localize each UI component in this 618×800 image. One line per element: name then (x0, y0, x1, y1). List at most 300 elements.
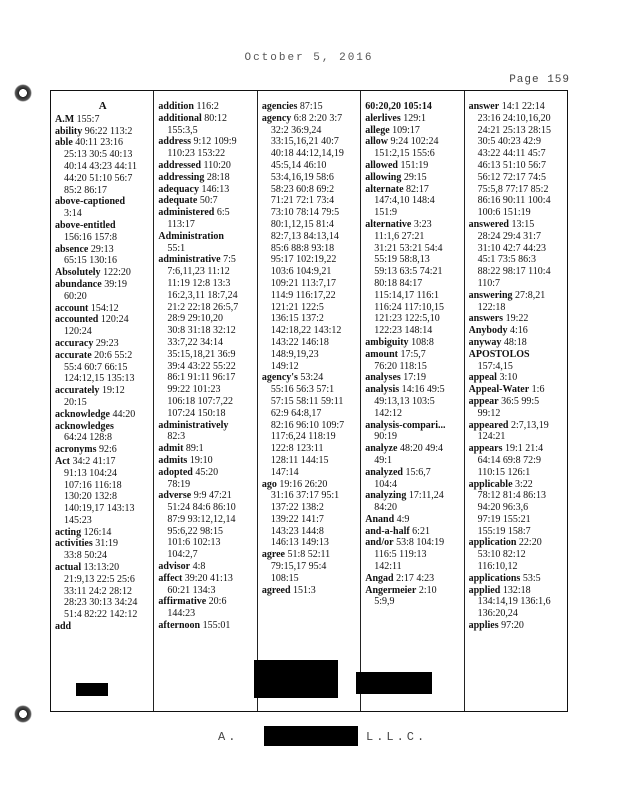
index-entry-references: 11:1,6 27:21 (374, 230, 425, 242)
index-entry (55, 267, 150, 279)
index-entry-headword: A.M 155:7 (55, 113, 100, 125)
index-entry-headword: appeal 3:10 (468, 372, 518, 384)
index-entry (158, 420, 253, 444)
redaction-bar-footer (264, 726, 358, 746)
index-entry-references: 60:21 134:3 (167, 584, 216, 596)
index-entry-headword: adequacy 146:13 (158, 183, 230, 195)
index-entry-headword: accuracy 29:23 (55, 337, 119, 349)
index-entry-references: 78:19 (167, 478, 191, 490)
index-entry-headword: application 22:20 (468, 537, 542, 549)
index-entry-references: 62:9 64:8,17 (270, 407, 322, 419)
index-column (51, 91, 153, 711)
index-entry-headword: agency 6:8 2:20 3:7 (261, 112, 343, 124)
index-column (360, 91, 463, 711)
index-entry (55, 444, 150, 456)
index-entry-references: 94:20 96:3,6 (477, 502, 529, 514)
index-entry-headword: acknowledges (55, 420, 114, 432)
index-entry-headword: add (55, 621, 72, 633)
index-entry (365, 219, 460, 337)
index-entry-headword: acronyms 92:6 (55, 444, 117, 456)
index-entry-references: 21:9,13 22:5 25:6 (64, 573, 135, 585)
index-entry-references: 82:16 96:10 109:7 (270, 419, 345, 431)
index-entry-references: 78:12 81:4 86:13 (477, 490, 546, 502)
index-entry-headword: analysis 14:16 49:5 (365, 384, 445, 396)
index-entry-references: 113:17 (167, 218, 195, 230)
index-entry-headword: acting 126:14 (55, 526, 112, 538)
index-entry-references: 28:23 30:13 34:24 (64, 597, 138, 609)
index-entry (55, 562, 150, 621)
index-entry-references: 144:23 (167, 608, 196, 620)
index-entry-headword: affect 39:20 41:13 (158, 572, 233, 584)
index-entry (158, 184, 253, 196)
index-entry-references: 28:9 29:10,20 (167, 313, 223, 325)
index-entry (262, 113, 357, 373)
index-entry-headword: able 40:11 23:16 (55, 137, 123, 149)
index-entry (158, 443, 253, 455)
index-entry-references: 33:11 24:2 28:12 (64, 585, 132, 597)
index-entry (158, 113, 253, 137)
index-entry (262, 549, 357, 584)
index-entry-references: 28:24 29:4 31:7 (477, 230, 541, 242)
index-entry-headword: appear 36:5 99:5 (468, 395, 540, 407)
index-entry-headword: analyzing 17:11,24 (365, 490, 444, 502)
index-entry-references: 110:23 153:22 (167, 148, 226, 160)
index-entry-references: 106:18 107:7,22 (167, 395, 233, 407)
index-entry (365, 467, 460, 491)
index-entry-headword: addressed 110:20 (158, 159, 231, 171)
index-frame (50, 90, 568, 712)
index-entry (469, 349, 564, 373)
index-entry (365, 420, 460, 444)
index-entry-references: 116:24 117:10,15 (374, 301, 445, 313)
index-entry-references: 24:21 25:13 28:15 (477, 124, 551, 136)
index-entry-references: 51:24 84:6 86:10 (167, 502, 236, 514)
index-entry (55, 338, 150, 350)
index-entry (469, 325, 564, 337)
index-entry (55, 126, 150, 138)
index-entry (365, 136, 460, 160)
index-entry-references: 82:3 (167, 431, 186, 443)
index-entry-references: 121:23 122:5,10 (374, 313, 440, 325)
index-entry-references: 124:12,15 135:13 (64, 373, 135, 385)
index-entry-references: 142:11 (374, 561, 402, 573)
index-entry-references: 136:15 137:2 (270, 313, 324, 325)
index-entry-references: 86:1 91:11 96:17 (167, 372, 236, 384)
index-entry-references: 65:15 130:16 (64, 255, 118, 267)
index-entry-headword: Appeal-Water 1:6 (468, 384, 545, 396)
index-entry-references: 155:3,5 (167, 124, 198, 136)
index-entry-references: 115:14,17 116:1 (374, 289, 440, 301)
index-entry-headword: administered 6:5 (158, 207, 230, 219)
index-entry (158, 207, 253, 231)
index-entry-references: 58:23 60:8 69:2 (270, 183, 335, 195)
index-entry-headword: adopted 45:20 (158, 466, 219, 478)
index-entry (469, 537, 564, 572)
index-entry (158, 455, 253, 467)
index-entry-references: 57:15 58:11 59:11 (270, 395, 344, 407)
index-entry-headword: agree 51:8 52:11 (261, 549, 331, 561)
index-entry-references: 80:1,12,15 81:4 (270, 218, 334, 230)
index-entry-references: 142:18,22 143:12 (270, 325, 342, 337)
index-entry-headword: Angad 2:17 4:23 (365, 572, 435, 584)
index-entry (365, 573, 460, 585)
index-entry-references: 104:4 (374, 478, 397, 490)
index-entry (365, 443, 460, 467)
index-column (153, 91, 256, 711)
index-entry-references: 143:23 144:8 (270, 525, 324, 537)
index-entry-references: 46:13 51:10 56:7 (477, 159, 546, 171)
index-entry (469, 337, 564, 349)
index-entry-references: 149:12 (270, 360, 299, 372)
index-entry-references: 104:2,7 (167, 549, 198, 561)
index-entry-references: 108:15 (270, 572, 299, 584)
index-entry-references: 117:6,24 118:19 (270, 431, 336, 443)
index-entry-headword: applications 53:5 (468, 572, 541, 584)
index-entry (55, 137, 150, 196)
index-entry (55, 385, 150, 409)
index-entry (55, 279, 150, 303)
index-entry-references: 30:8 31:18 32:12 (167, 325, 236, 337)
index-entry-references: 71:21 72:1 73:4 (270, 195, 335, 207)
index-entry-references: 91:13 104:24 (64, 467, 118, 479)
index-entry (55, 621, 150, 633)
index-entry-references: 55:16 56:3 57:1 (270, 384, 335, 396)
index-entry-headword: allow 9:24 102:24 (365, 136, 439, 148)
index-entry (158, 195, 253, 207)
index-entry (469, 384, 564, 396)
index-entry (469, 219, 564, 290)
index-entry (55, 314, 150, 338)
index-entry-references: 79:15,17 95:4 (270, 561, 327, 573)
index-entry-headword: 60:20,20 105:14 (365, 101, 432, 112)
redaction-bar-column-three (254, 660, 338, 698)
index-entry-headword: alerlives 129:1 (365, 112, 427, 124)
index-entry-headword: admit 89:1 (158, 443, 204, 455)
index-entry-headword: appeared 2:7,13,19 (468, 419, 549, 431)
index-entry-references: 23:16 24:10,16,20 (477, 112, 551, 124)
index-entry-references: 45:5,14 46:10 (270, 159, 327, 171)
index-entry-references: 64:24 128:8 (64, 432, 113, 444)
index-entry-references: 40:18 44:12,14,19 (270, 148, 344, 160)
index-entry (365, 349, 460, 373)
index-entry-references: 155:19 158:7 (477, 525, 531, 537)
index-entry-references: 44:20 51:10 56:7 (64, 172, 133, 184)
index-entry-headword: applicable 3:22 (468, 478, 533, 490)
index-entry-references: 107:16 116:18 (64, 479, 122, 491)
index-entry-headword: administrative 7:5 (158, 254, 236, 266)
index-entry-references: 73:10 78:14 79:5 (270, 207, 340, 219)
index-entry (158, 101, 253, 113)
index-entry-headword: anyway 48:18 (468, 336, 527, 348)
index-entry-references: 145:23 (64, 514, 92, 526)
index-entry-headword: acknowledge 44:20 (55, 408, 136, 420)
index-entry-references: 116:5 119:13 (374, 549, 427, 561)
index-entry-references: 157:4,15 (477, 360, 513, 372)
index-entry-references: 116:10,12 (477, 561, 518, 573)
index-entry-references: 35:15,18,21 36:9 (167, 348, 236, 360)
page-number: Page 159 (509, 74, 570, 86)
index-entry-headword: affirmative 20:6 (158, 596, 227, 608)
index-entry (158, 254, 253, 419)
index-entry-headword: alternate 82:17 (365, 183, 429, 195)
index-entry-references: 32:2 36:9,24 (270, 124, 322, 136)
index-entry-references: 31:21 53:21 54:4 (374, 242, 443, 254)
index-entry-references: 122:18 (477, 301, 506, 313)
index-entry-references: 121:21 122:5 (270, 301, 324, 313)
index-entry (365, 337, 460, 349)
index-entry-references: 97:19 155:21 (477, 513, 531, 525)
redaction-bar-column-four (356, 672, 432, 694)
index-entry-references: 33:7,22 34:14 (167, 336, 223, 348)
index-entry (365, 184, 460, 219)
index-entry (262, 585, 357, 597)
index-entry (469, 372, 564, 384)
index-entry-references: 156:16 157:8 (64, 231, 118, 243)
section-letter: A (98, 100, 107, 112)
index-entry-headword: Angermeier 2:10 (365, 584, 437, 596)
index-entry (55, 220, 150, 244)
index-entry-references: 7:6,11,23 11:12 (167, 266, 230, 278)
index-entry-references: 49:13,13 103:5 (374, 395, 435, 407)
index-entry-references: 147:14 (270, 466, 299, 478)
index-entry (55, 114, 150, 126)
index-entry (158, 160, 253, 172)
index-entry-references: 90:19 (374, 431, 397, 443)
index-entry (158, 620, 253, 632)
index-entry-references: 86:16 90:11 100:4 (477, 195, 551, 207)
index-entry (55, 421, 150, 445)
index-entry (365, 514, 460, 526)
index-entry-references: 130:20 132:8 (64, 491, 118, 503)
index-entry-headword: account 154:12 (55, 302, 119, 314)
index-entry-references: 60:20 (64, 290, 87, 302)
index-entry-references: 53:10 82:12 (477, 549, 526, 561)
index-entry-references: 148:9,19,23 (270, 348, 319, 360)
index-entry-references: 16:2,3,11 18:7,24 (167, 289, 238, 301)
index-entry (469, 290, 564, 314)
index-entry-headword: and/or 53:8 104:19 (365, 537, 445, 549)
index-entry-references: 11:19 12:8 13:3 (167, 277, 231, 289)
index-entry-headword: administratively (158, 419, 229, 431)
index-entry-headword: analyses 17:19 (365, 372, 427, 384)
index-entry-references: 85:6 88:8 93:18 (270, 242, 335, 254)
index-entry (55, 538, 150, 562)
index-entry-headword: admits 19:10 (158, 454, 213, 466)
index-entry-references: 146:13 149:13 (270, 537, 329, 549)
index-entry-headword: addition 116:2 (158, 101, 219, 112)
index-entry (158, 467, 253, 491)
index-entry (365, 172, 460, 184)
index-entry-references: 114:9 116:17,22 (270, 289, 336, 301)
index-entry-references: 99:12 (477, 407, 501, 419)
index-entry-headword: agency's 53:24 (261, 372, 324, 384)
index-entry (469, 420, 564, 444)
index-entry-headword: ability 96:22 113:2 (55, 125, 133, 137)
index-entry (365, 384, 460, 419)
index-entry-references: 110:7 (477, 277, 501, 289)
index-entry-headword: amount 17:5,7 (365, 348, 426, 360)
index-entry-references: 85:2 86:17 (64, 184, 108, 196)
index-entry (469, 101, 564, 219)
index-entry-headword: APOSTOLOS (468, 348, 530, 360)
index-entry-references: 31:10 42:7 44:23 (477, 242, 546, 254)
index-entry-references: 55:1 (167, 242, 186, 254)
index-entry (55, 303, 150, 315)
index-entry-headword: agreed 151:3 (261, 584, 316, 596)
index-entry-headword: additional 80:12 (158, 112, 228, 124)
index-entry (469, 479, 564, 538)
index-entry (158, 573, 253, 597)
index-entry-references: 55:19 58:8,13 (374, 254, 430, 266)
index-entry-references: 100:6 151:19 (477, 207, 531, 219)
index-entry-references: 120:24 (64, 326, 92, 338)
index-entry-references: 31:16 37:17 95:1 (270, 490, 340, 502)
index-entry-references: 110:15 126:1 (477, 466, 531, 478)
index-entry-headword: address 9:12 109:9 (158, 136, 237, 148)
index-entry-references: 5:9,9 (374, 596, 395, 608)
index-entry (158, 136, 253, 160)
index-entry (469, 313, 564, 325)
index-entry-headword: Anybody 4:16 (468, 325, 528, 337)
index-entry (55, 527, 150, 539)
index-entry (158, 561, 253, 573)
index-entry (55, 244, 150, 268)
footer-right-text: L.L.C. (366, 730, 428, 744)
index-entry-references: 143:22 146:18 (270, 336, 329, 348)
index-entry-references: 99:22 101:23 (167, 384, 221, 396)
index-entry (262, 479, 357, 550)
index-entry-references: 45:1 73:5 86:3 (477, 254, 536, 266)
index-entry-headword: allowed 151:19 (365, 159, 429, 171)
index-entry-references: 122:23 148:14 (374, 325, 433, 337)
punch-hole-bottom (14, 705, 32, 723)
index-entry-references: 80:18 84:17 (374, 277, 423, 289)
index-entry-headword: accurately 19:12 (55, 385, 125, 397)
index-entry-references: 75:5,8 77:17 85:2 (477, 183, 549, 195)
index-entry-headword: addressing 28:18 (158, 171, 230, 183)
index-entry-references: 151:2,15 155:6 (374, 148, 435, 160)
index-entry (469, 573, 564, 585)
index-entry (158, 490, 253, 561)
index-entry-headword: allowing 29:15 (365, 171, 427, 183)
index-entry (469, 396, 564, 420)
index-entry (55, 456, 150, 527)
index-entry-references: 40:14 43:23 44:11 (64, 160, 137, 172)
index-entry-references: 20:15 (64, 396, 87, 408)
index-entry (365, 160, 460, 172)
index-entry (365, 526, 460, 538)
redaction-bar-bottom-left (76, 683, 108, 696)
index-entry-references: 21:2 22:18 26:5,7 (167, 301, 239, 313)
index-entry-references: 137:22 138:2 (270, 502, 324, 514)
index-entry-references: 103:6 104:9,21 (270, 266, 332, 278)
index-entry-references: 122:8 123:11 (270, 443, 324, 455)
index-entry-headword: above-captioned (55, 196, 125, 208)
index-entry-references: 76:20 118:15 (374, 360, 427, 372)
index-entry-headword: adverse 9:9 47:21 (158, 490, 232, 502)
index-entry-references: 95:17 102:19,22 (270, 254, 337, 266)
index-entry-references: 56:12 72:17 74:5 (477, 171, 546, 183)
index-entry-references: 142:12 (374, 407, 402, 419)
index-entry-headword: and-a-half 6:21 (365, 525, 430, 537)
index-entry-headword: alternative 3:23 (365, 218, 432, 230)
index-entry-headword: Anand 4:9 (365, 513, 410, 525)
index-entry (365, 372, 460, 384)
index-entry-headword: Act 34:2 41:17 (55, 455, 116, 467)
footer-left-text: A. (218, 730, 239, 744)
index-entry-references: 139:22 141:7 (270, 513, 324, 525)
index-entry-headword: answering 27:8,21 (468, 289, 546, 301)
index-entry-headword: applied 132:18 (468, 584, 531, 596)
index-entry-references: 134:14,19 136:1,6 (477, 596, 551, 608)
index-entry-references: 3:14 (64, 208, 82, 220)
index-entry (262, 101, 357, 113)
index-entry-references: 95:6,22 98:15 (167, 525, 223, 537)
index-entry-headword: advisor 4:8 (158, 561, 206, 573)
index-entry-headword: analysis-compari... (365, 419, 446, 431)
index-entry (55, 196, 150, 220)
index-entry-headword: applies 97:20 (468, 620, 524, 632)
index-entry-headword: abundance 39:19 (55, 278, 127, 290)
index-entry (365, 113, 460, 125)
index-entry (158, 596, 253, 620)
index-entry-headword: analyze 48:20 49:4 (365, 443, 443, 455)
index-entry-headword: accurate 20:6 55:2 (55, 349, 133, 361)
index-entry-headword: allege 109:17 (365, 124, 420, 136)
index-entry (365, 537, 460, 572)
index-entry (55, 409, 150, 421)
index-entry-headword: absence 29:13 (55, 243, 114, 255)
index-entry-headword: actual 13:13:20 (55, 562, 120, 574)
punch-hole-top (14, 84, 32, 102)
index-entry (365, 585, 460, 609)
index-entry-references: 101:6 102:13 (167, 537, 221, 549)
index-entry-headword: analyzed 15:6,7 (365, 466, 431, 478)
index-entry-references: 43:22 44:11 45:7 (477, 148, 546, 160)
index-entry (365, 101, 460, 113)
index-entry (469, 620, 564, 632)
index-entry-headword: ago 19:16 26:20 (261, 478, 328, 490)
index-entry-references: 33:15,16,21 40:7 (270, 136, 339, 148)
index-entry-headword: Absolutely 122:20 (55, 267, 131, 279)
index-entry-references: 82:7,13 84:13,14 (270, 230, 339, 242)
index-entry-references: 39:4 43:22 55:22 (167, 360, 236, 372)
index-entry-references: 25:13 30:5 40:13 (64, 149, 133, 161)
index-entry-headword: adequate 50:7 (158, 195, 218, 207)
index-column (464, 91, 567, 711)
index-entry-references: 53:4,16,19 58:6 (270, 171, 334, 183)
index-entry-headword: answered 13:15 (468, 218, 535, 230)
index-entry-headword: accounted 120:24 (55, 314, 129, 326)
index-entry-references: 87:9 93:12,12,14 (167, 513, 236, 525)
index-entry-headword: appears 19:1 21:4 (468, 443, 544, 455)
index-entry-references: 55:4 60:7 66:15 (64, 361, 128, 373)
index-entry-references: 124:21 (477, 431, 506, 443)
index-entry (55, 350, 150, 385)
index-entry-references: 128:11 144:15 (270, 454, 329, 466)
index-entry-references: 51:4 82:22 142:12 (64, 609, 138, 621)
page-header-date: October 5, 2016 (244, 52, 374, 64)
index-column (257, 91, 360, 711)
index-entry-references: 109:21 113:7,17 (270, 277, 336, 289)
index-entry-references: 107:24 150:18 (167, 407, 226, 419)
index-entry-headword: ambiguity 108:8 (365, 336, 434, 348)
index-entry-references: 84:20 (374, 502, 397, 514)
index-entry (469, 443, 564, 478)
index-entry-headword: activities 31:19 (55, 538, 119, 550)
index-entry (158, 231, 253, 255)
index-entry (365, 490, 460, 514)
